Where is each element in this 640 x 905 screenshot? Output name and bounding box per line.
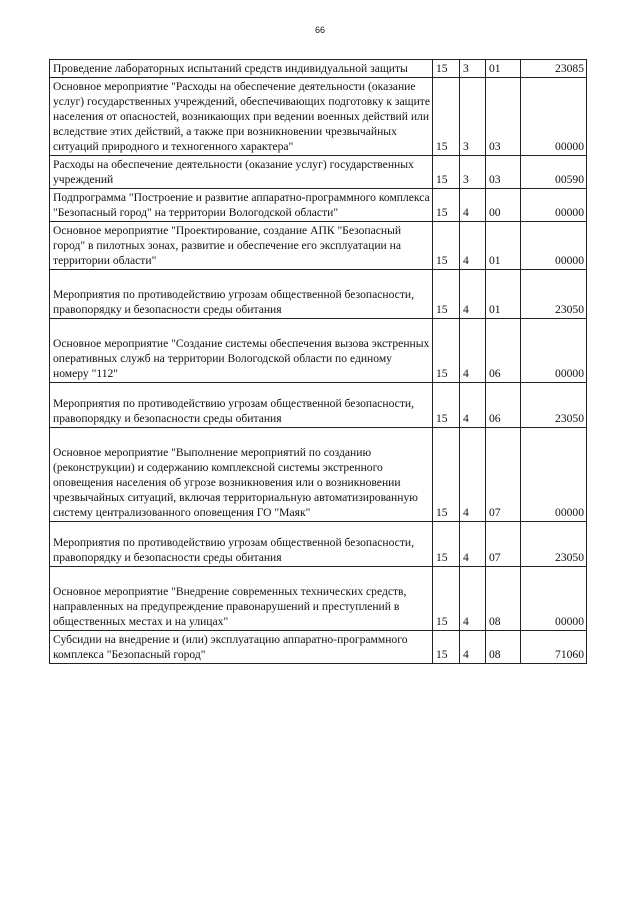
section-code-text: 15	[436, 206, 448, 219]
section-code-text: 15	[436, 254, 448, 267]
table-row	[50, 156, 587, 189]
expense-code-cell	[521, 270, 587, 319]
program-code-text: 06	[489, 367, 501, 380]
expense-code-cell	[521, 428, 587, 522]
table-row	[50, 270, 587, 319]
row-name-text: Мероприятия по противодействию угрозам общественной безопасности, правопорядку и безопасности среды обитания	[53, 288, 414, 316]
program-code-text: 00	[489, 206, 501, 219]
subsection-code-text: 4	[463, 412, 469, 425]
program-code-cell	[486, 222, 521, 270]
row-name-cell	[50, 60, 433, 78]
row-name-cell	[50, 222, 433, 270]
program-code-text: 08	[489, 615, 501, 628]
expense-code-cell	[521, 567, 587, 631]
section-code-cell	[433, 270, 460, 319]
row-name-text: Субсидии на внедрение и (или) эксплуатацию аппаратно-программного комплекса "Безопасный город"	[53, 633, 408, 661]
expense-code-cell	[521, 78, 587, 156]
program-code-text: 03	[489, 140, 501, 153]
row-name-text: Подпрограмма "Построение и развитие аппаратно-программного комплекса "Безопасный город" на территории Вологодской области"	[53, 191, 430, 219]
section-code-text: 15	[436, 648, 448, 661]
section-code-cell	[433, 631, 460, 664]
page-number: 66	[314, 25, 325, 35]
section-code-text: 15	[436, 367, 448, 380]
section-code-cell	[433, 222, 460, 270]
expense-code-cell	[521, 383, 587, 428]
program-code-cell	[486, 428, 521, 522]
row-name-text: Основное мероприятие "Проектирование, создание АПК "Безопасный город" в пилотных зонах, развитие и обеспечение его эксплуатации на территории области"	[53, 224, 402, 267]
expense-code-cell	[521, 522, 587, 567]
expense-code-text: 00000	[555, 615, 584, 628]
row-name-text: Проведение лабораторных испытаний средств индивидуальной защиты	[53, 62, 408, 75]
program-code-text: 01	[489, 303, 501, 316]
program-code-cell	[486, 156, 521, 189]
subsection-code-cell	[460, 567, 486, 631]
section-code-text: 15	[436, 551, 448, 564]
expense-code-cell	[521, 189, 587, 222]
subsection-code-text: 3	[463, 140, 469, 153]
expense-code-text: 00000	[555, 254, 584, 267]
section-code-cell	[433, 319, 460, 383]
table-row	[50, 222, 587, 270]
expense-code-text: 00000	[555, 206, 584, 219]
subsection-code-cell	[460, 522, 486, 567]
section-code-cell	[433, 60, 460, 78]
row-name-text: Мероприятия по противодействию угрозам общественной безопасности, правопорядку и безопасности среды обитания	[53, 397, 414, 425]
program-code-text: 01	[489, 62, 501, 75]
expense-code-cell	[521, 319, 587, 383]
row-name-cell	[50, 319, 433, 383]
program-code-text: 08	[489, 648, 501, 661]
row-name-cell	[50, 189, 433, 222]
row-name-cell	[50, 78, 433, 156]
expense-code-text: 00000	[555, 506, 584, 519]
section-code-cell	[433, 156, 460, 189]
table-row	[50, 60, 587, 78]
table-body	[50, 60, 587, 664]
table-row	[50, 567, 587, 631]
section-code-text: 15	[436, 506, 448, 519]
expense-code-text: 23085	[555, 62, 584, 75]
program-code-cell	[486, 383, 521, 428]
subsection-code-cell	[460, 319, 486, 383]
subsection-code-cell	[460, 222, 486, 270]
program-code-cell	[486, 78, 521, 156]
row-name-text: Основное мероприятие "Внедрение современных технических средств, направленных на предупреждение правонарушений и преступлений в общественных местах и на улицах"	[53, 585, 407, 628]
section-code-text: 15	[436, 303, 448, 316]
expense-code-cell	[521, 60, 587, 78]
subsection-code-text: 3	[463, 62, 469, 75]
table-row	[50, 78, 587, 156]
program-code-cell	[486, 189, 521, 222]
subsection-code-text: 4	[463, 303, 469, 316]
subsection-code-text: 4	[463, 615, 469, 628]
program-code-cell	[486, 270, 521, 319]
table-row	[50, 631, 587, 664]
section-code-cell	[433, 189, 460, 222]
program-code-text: 06	[489, 412, 501, 425]
section-code-text: 15	[436, 615, 448, 628]
row-name-text: Основное мероприятие "Расходы на обеспечение деятельности (оказание услуг) государственных учреждений, обеспечивающих подготовку к защите населения от опасностей, возникающих при ведении военных действий или вследствие этих действий, а также при возникновении чрезвычайных ситуаций природного и техногенного характера"	[53, 80, 430, 153]
expense-code-text: 00000	[555, 140, 584, 153]
budget-table	[49, 59, 587, 664]
subsection-code-cell	[460, 383, 486, 428]
expense-code-cell	[521, 631, 587, 664]
program-code-cell	[486, 522, 521, 567]
table-row	[50, 319, 587, 383]
table-row	[50, 189, 587, 222]
subsection-code-cell	[460, 156, 486, 189]
program-code-cell	[486, 631, 521, 664]
table-row	[50, 428, 587, 522]
row-name-text: Основное мероприятие "Создание системы обеспечения вызова экстренных оперативных служб на территории Вологодской области по единому номеру "112"	[53, 337, 430, 380]
subsection-code-cell	[460, 189, 486, 222]
row-name-cell	[50, 567, 433, 631]
subsection-code-text: 4	[463, 367, 469, 380]
program-code-text: 01	[489, 254, 501, 267]
row-name-cell	[50, 156, 433, 189]
subsection-code-text: 4	[463, 254, 469, 267]
table-row	[50, 383, 587, 428]
subsection-code-cell	[460, 78, 486, 156]
program-code-cell	[486, 60, 521, 78]
section-code-cell	[433, 78, 460, 156]
expense-code-text: 00000	[555, 367, 584, 380]
section-code-text: 15	[436, 412, 448, 425]
expense-code-text: 23050	[555, 551, 584, 564]
row-name-cell	[50, 270, 433, 319]
section-code-cell	[433, 383, 460, 428]
expense-code-cell	[521, 156, 587, 189]
table-row	[50, 522, 587, 567]
row-name-text: Мероприятия по противодействию угрозам общественной безопасности, правопорядку и безопасности среды обитания	[53, 536, 414, 564]
subsection-code-text: 4	[463, 206, 469, 219]
subsection-code-text: 4	[463, 551, 469, 564]
program-code-cell	[486, 567, 521, 631]
program-code-text: 03	[489, 173, 501, 186]
section-code-text: 15	[436, 62, 448, 75]
program-code-text: 07	[489, 551, 501, 564]
row-name-text: Расходы на обеспечение деятельности (оказание услуг) государственных учреждений	[53, 158, 414, 186]
row-name-cell	[50, 428, 433, 522]
expense-code-cell	[521, 222, 587, 270]
row-name-text: Основное мероприятие "Выполнение мероприятий по созданию (реконструкции) и содержанию комплексной системы экстренного оповещения населения об угрозе возникновения или о возникновении чрезвычайных ситуаций, включая территориальную автоматизированную систему централизованного оповещения ГО "Маяк"	[53, 446, 418, 519]
subsection-code-cell	[460, 428, 486, 522]
expense-code-text: 23050	[555, 303, 584, 316]
subsection-code-text: 3	[463, 173, 469, 186]
section-code-text: 15	[436, 140, 448, 153]
subsection-code-cell	[460, 60, 486, 78]
section-code-cell	[433, 428, 460, 522]
section-code-cell	[433, 567, 460, 631]
section-code-text: 15	[436, 173, 448, 186]
expense-code-text: 23050	[555, 412, 584, 425]
row-name-cell	[50, 383, 433, 428]
section-code-cell	[433, 522, 460, 567]
subsection-code-text: 4	[463, 648, 469, 661]
subsection-code-cell	[460, 270, 486, 319]
row-name-cell	[50, 631, 433, 664]
expense-code-text: 00590	[555, 173, 584, 186]
subsection-code-text: 4	[463, 506, 469, 519]
row-name-cell	[50, 522, 433, 567]
expense-code-text: 71060	[555, 648, 584, 661]
program-code-cell	[486, 319, 521, 383]
subsection-code-cell	[460, 631, 486, 664]
program-code-text: 07	[489, 506, 501, 519]
